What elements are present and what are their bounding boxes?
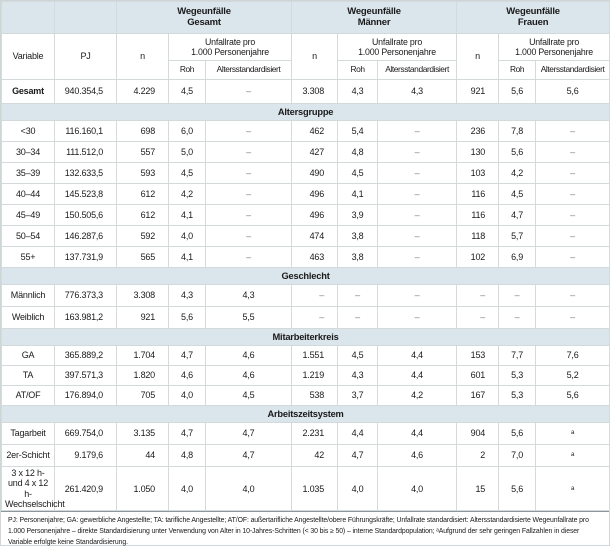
cell: –	[206, 80, 292, 104]
cell: 4,3	[378, 80, 457, 104]
cell: –	[378, 307, 457, 329]
cell: 4,0	[169, 467, 206, 511]
cell: –	[292, 307, 338, 329]
cell: –	[378, 285, 457, 307]
table-row	[2, 346, 610, 366]
table-header	[2, 2, 610, 80]
cell: 1.704	[117, 346, 169, 366]
col-header-pj: PJ	[55, 34, 117, 80]
cell: 15	[457, 467, 499, 511]
cell: ᵃ	[536, 445, 610, 467]
cell: 462	[292, 121, 338, 142]
cell: –	[378, 163, 457, 184]
col-header-n-frauen: n	[457, 34, 499, 80]
cell: 102	[457, 247, 499, 268]
row-label: TA	[2, 366, 55, 386]
cell: 4,5	[206, 386, 292, 406]
cell: ᵃ	[536, 423, 610, 445]
cell: 103	[457, 163, 499, 184]
cell: 4,6	[206, 366, 292, 386]
col-header-roh-gesamt: Roh	[169, 61, 206, 80]
row-label: 45–49	[2, 205, 55, 226]
cell: 5,6	[499, 80, 536, 104]
cell: –	[206, 121, 292, 142]
cell: 4,3	[338, 366, 378, 386]
cell: 4,4	[378, 423, 457, 445]
cell: –	[378, 184, 457, 205]
cell: 261.420,9	[55, 467, 117, 511]
col-header-rate-gesamt: Unfallrate pro 1.000 Personenjahre	[169, 34, 292, 61]
cell: 921	[457, 80, 499, 104]
cell: 5,6	[169, 307, 206, 329]
cell: 4,7	[169, 346, 206, 366]
table-row	[2, 205, 610, 226]
corner-cell-pj	[55, 2, 117, 34]
cell: –	[378, 121, 457, 142]
cell: 565	[117, 247, 169, 268]
cell: 4,3	[338, 80, 378, 104]
cell: 4,5	[338, 163, 378, 184]
table-row-gesamt	[2, 80, 610, 104]
cell: 3.308	[292, 80, 338, 104]
cell: 5,6	[499, 423, 536, 445]
cell: –	[499, 285, 536, 307]
cell: 4,8	[338, 142, 378, 163]
cell: 2.231	[292, 423, 338, 445]
cell: 4,5	[169, 80, 206, 104]
cell: 2	[457, 445, 499, 467]
cell: –	[206, 142, 292, 163]
cell: 116.160,1	[55, 121, 117, 142]
cell: 5,5	[206, 307, 292, 329]
cell: 776.373,3	[55, 285, 117, 307]
cell: 592	[117, 226, 169, 247]
cell: 137.731,9	[55, 247, 117, 268]
cell: 496	[292, 184, 338, 205]
cell: 6,0	[169, 121, 206, 142]
group-header-gesamt: Wegeunfälle Gesamt	[117, 2, 292, 34]
cell: 130	[457, 142, 499, 163]
cell: 612	[117, 184, 169, 205]
table-row	[2, 467, 610, 511]
cell: 4,4	[378, 366, 457, 386]
cell: 490	[292, 163, 338, 184]
cell: –	[378, 142, 457, 163]
cell: –	[378, 205, 457, 226]
cell: 4,7	[338, 445, 378, 467]
cell: 5,2	[536, 366, 610, 386]
cell: 1.551	[292, 346, 338, 366]
section-title: Geschlecht	[2, 268, 610, 285]
cell: –	[206, 247, 292, 268]
row-label: 35–39	[2, 163, 55, 184]
cell: –	[206, 205, 292, 226]
cell: 3,7	[338, 386, 378, 406]
cell: 365.889,2	[55, 346, 117, 366]
cell: 4,3	[206, 285, 292, 307]
cell: 4,7	[169, 423, 206, 445]
cell: 3,9	[338, 205, 378, 226]
section-header-row	[2, 329, 610, 346]
cell: 7,0	[499, 445, 536, 467]
cell: 4,7	[499, 205, 536, 226]
cell: –	[536, 121, 610, 142]
cell: 5,6	[536, 386, 610, 406]
cell: 4.229	[117, 80, 169, 104]
table-row	[2, 247, 610, 268]
cell: 3.135	[117, 423, 169, 445]
group-header-row	[2, 2, 610, 34]
cell: 463	[292, 247, 338, 268]
row-label: 2er-Schicht	[2, 445, 55, 467]
cell: –	[499, 307, 536, 329]
row-label: 30–34	[2, 142, 55, 163]
cell: –	[457, 307, 499, 329]
cell: 4,4	[338, 423, 378, 445]
cell: 5,6	[536, 80, 610, 104]
cell: 4,6	[206, 346, 292, 366]
cell: 698	[117, 121, 169, 142]
col-header-alt-frauen: Altersstandardisiert	[536, 61, 610, 80]
table-row	[2, 307, 610, 329]
cell: 4,2	[378, 386, 457, 406]
column-header-row	[2, 34, 610, 61]
row-label: 40–44	[2, 184, 55, 205]
cell: 5,3	[499, 366, 536, 386]
cell: –	[292, 285, 338, 307]
cell: 146.287,6	[55, 226, 117, 247]
cell: –	[378, 247, 457, 268]
cell: 4,0	[338, 467, 378, 511]
cell: 474	[292, 226, 338, 247]
table-row	[2, 366, 610, 386]
cell: 236	[457, 121, 499, 142]
col-header-roh-frauen: Roh	[499, 61, 536, 80]
cell: 4,5	[169, 163, 206, 184]
cell: 5,7	[499, 226, 536, 247]
cell: 1.050	[117, 467, 169, 511]
row-label: 55+	[2, 247, 55, 268]
cell: 132.633,5	[55, 163, 117, 184]
row-label: Männlich	[2, 285, 55, 307]
cell: 612	[117, 205, 169, 226]
col-header-rate-maenner: Unfallrate pro 1.000 Personenjahre	[338, 34, 457, 61]
cell: 705	[117, 386, 169, 406]
group-header-frauen: Wegeunfälle Frauen	[457, 2, 610, 34]
cell: –	[536, 205, 610, 226]
cell: 5,6	[499, 467, 536, 511]
section-title: Altersgruppe	[2, 104, 610, 121]
cell: 7,6	[536, 346, 610, 366]
cell: –	[338, 285, 378, 307]
cell: 4,0	[169, 226, 206, 247]
cell: 44	[117, 445, 169, 467]
col-header-roh-maenner: Roh	[338, 61, 378, 80]
cell: ᵃ	[536, 467, 610, 511]
cell: 669.754,0	[55, 423, 117, 445]
table-row	[2, 184, 610, 205]
cell: 1.219	[292, 366, 338, 386]
col-header-variable: Variable	[2, 34, 55, 80]
cell: 538	[292, 386, 338, 406]
cell: 5,4	[338, 121, 378, 142]
cell: 167	[457, 386, 499, 406]
cell: –	[536, 142, 610, 163]
cell: 4,5	[338, 346, 378, 366]
cell: 557	[117, 142, 169, 163]
cell: –	[536, 285, 610, 307]
table-row	[2, 285, 610, 307]
cell: 4,0	[378, 467, 457, 511]
cell: 4,5	[499, 184, 536, 205]
section-header-row	[2, 104, 610, 121]
section-header-row	[2, 406, 610, 423]
col-header-alt-maenner: Altersstandardisiert	[378, 61, 457, 80]
table-row	[2, 142, 610, 163]
cell: 593	[117, 163, 169, 184]
cell: –	[536, 226, 610, 247]
cell: 4,8	[169, 445, 206, 467]
col-header-rate-frauen: Unfallrate pro 1.000 Personenjahre	[499, 34, 610, 61]
corner-cell-variable	[2, 2, 55, 34]
col-header-n-gesamt: n	[117, 34, 169, 80]
cell: 153	[457, 346, 499, 366]
cell: 118	[457, 226, 499, 247]
cell: –	[206, 163, 292, 184]
row-label: Weiblich	[2, 307, 55, 329]
row-label: GA	[2, 346, 55, 366]
cell: 5,6	[499, 142, 536, 163]
cell: 4,2	[499, 163, 536, 184]
row-label: AT/OF	[2, 386, 55, 406]
cell: 7,8	[499, 121, 536, 142]
cell: 176.894,0	[55, 386, 117, 406]
cell: 1.820	[117, 366, 169, 386]
cell: 4,6	[169, 366, 206, 386]
cell: –	[457, 285, 499, 307]
col-header-alt-gesamt: Altersstandardisiert	[206, 61, 292, 80]
cell: 116	[457, 205, 499, 226]
row-label: <30	[2, 121, 55, 142]
cell: 7,7	[499, 346, 536, 366]
cell: 427	[292, 142, 338, 163]
cell: –	[536, 307, 610, 329]
cell: 4,4	[378, 346, 457, 366]
table-row	[2, 386, 610, 406]
section-header-row	[2, 268, 610, 285]
cell: 940.354,5	[55, 80, 117, 104]
cell: –	[536, 163, 610, 184]
cell: 4,2	[169, 184, 206, 205]
cell: 4,7	[206, 445, 292, 467]
cell: –	[338, 307, 378, 329]
cell: 4,1	[338, 184, 378, 205]
cell: 904	[457, 423, 499, 445]
wegeunfaelle-table	[1, 1, 610, 511]
table-footnote: PJ: Personenjahre; GA: gewerbliche Angestellte; TA: tarifliche Angestellte; AT/OF: außertarifliche Angestellte/obere Führungskräfte; Unfallrate standardisiert: Altersstandardisierte Wegeunfallrate pro 1.000 Personenjahre – direkte Standardisierung unter Verwendung von Alter in 10-Jahres-Schritten (< 30 bis ≥ 50) – interne Standardpopulation; ᵃAufgrund der sehr geringen Fallzahlen in dieser Variable erfolgte keine Standardisierung.	[1, 511, 609, 548]
cell: 5,0	[169, 142, 206, 163]
cell: 4,0	[206, 467, 292, 511]
table-row	[2, 226, 610, 247]
row-label: Tagarbeit	[2, 423, 55, 445]
cell: 601	[457, 366, 499, 386]
col-header-n-maenner: n	[292, 34, 338, 80]
section-title: Arbeitszeitsystem	[2, 406, 610, 423]
cell: –	[536, 247, 610, 268]
cell: –	[206, 184, 292, 205]
cell: 1.035	[292, 467, 338, 511]
cell: 150.505,6	[55, 205, 117, 226]
cell: 9.179,6	[55, 445, 117, 467]
cell: 42	[292, 445, 338, 467]
cell: 4,7	[206, 423, 292, 445]
cell: 3,8	[338, 247, 378, 268]
cell: 163.981,2	[55, 307, 117, 329]
table-row	[2, 121, 610, 142]
row-label: 50–54	[2, 226, 55, 247]
cell: 3.308	[117, 285, 169, 307]
cell: 4,1	[169, 205, 206, 226]
cell: 4,1	[169, 247, 206, 268]
cell: 397.571,3	[55, 366, 117, 386]
row-label: Gesamt	[2, 80, 55, 104]
table-row	[2, 423, 610, 445]
cell: –	[206, 226, 292, 247]
cell: 3,8	[338, 226, 378, 247]
cell: 496	[292, 205, 338, 226]
cell: 921	[117, 307, 169, 329]
cell: 5,3	[499, 386, 536, 406]
cell: 4,0	[169, 386, 206, 406]
cell: 4,3	[169, 285, 206, 307]
cell: 4,6	[378, 445, 457, 467]
cell: –	[378, 226, 457, 247]
row-label: 3 x 12 h- und 4 x 12 h-Wechselschicht	[2, 467, 55, 511]
cell: 111.512,0	[55, 142, 117, 163]
cell: –	[536, 184, 610, 205]
cell: 145.523,8	[55, 184, 117, 205]
table-row	[2, 445, 610, 467]
table-row	[2, 163, 610, 184]
cell: 6,9	[499, 247, 536, 268]
section-title: Mitarbeiterkreis	[2, 329, 610, 346]
group-header-maenner: Wegeunfälle Männer	[292, 2, 457, 34]
cell: 116	[457, 184, 499, 205]
